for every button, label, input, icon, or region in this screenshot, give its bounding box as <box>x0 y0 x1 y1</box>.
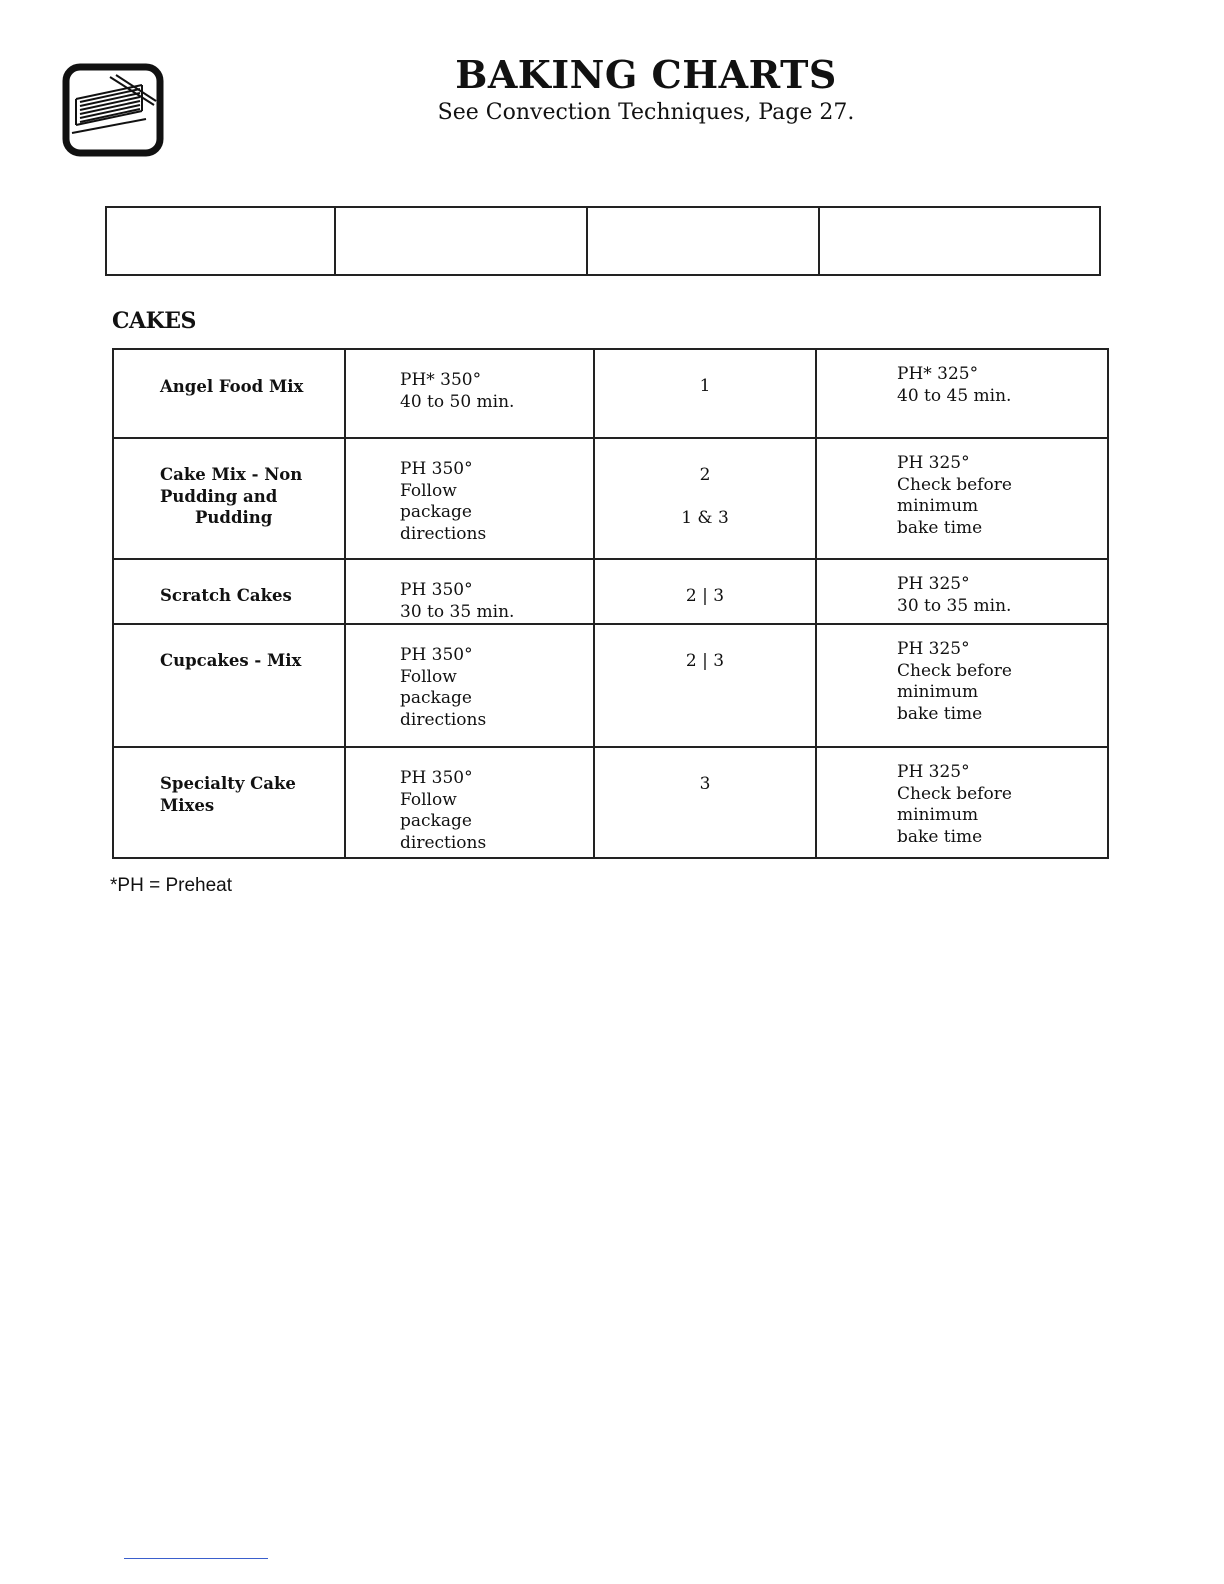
cell-text: PH 350° <box>400 459 473 479</box>
cell-text: Follow <box>400 480 457 501</box>
food-label: Cupcakes - Mix <box>160 651 302 670</box>
header-cell <box>820 208 1099 274</box>
table-row <box>113 438 1108 559</box>
food-cell <box>113 349 345 438</box>
rack-position-cell <box>594 349 816 438</box>
cell-text: 30 to 35 min. <box>400 601 515 622</box>
rack-position-cell <box>594 624 816 747</box>
cell-text: PH* 350° <box>400 370 482 390</box>
standard-bake-cell <box>345 438 594 559</box>
cell-text: minimum <box>897 496 979 516</box>
header-table <box>105 206 1101 276</box>
cell-text: PH 350° <box>400 768 473 788</box>
cell-text: PH 325° <box>897 574 970 594</box>
convection-bake-cell <box>816 559 1108 624</box>
food-cell <box>113 624 345 747</box>
cell-text: bake time <box>897 517 983 538</box>
cakes-table <box>112 348 1109 859</box>
section-title: CAKES <box>112 308 196 334</box>
table-row <box>113 349 1108 438</box>
cell-text: package <box>400 811 472 831</box>
cell-text: Check before <box>897 660 1012 681</box>
food-label: Specialty Cake <box>160 774 296 793</box>
food-label: Pudding <box>195 508 273 527</box>
divider <box>124 1558 268 1559</box>
cell-text: minimum <box>897 805 979 825</box>
cell-text: 40 to 45 min. <box>897 385 1012 406</box>
food-label: Scratch Cakes <box>160 586 292 605</box>
page-subtitle: See Convection Techniques, Page 27. <box>437 100 855 125</box>
cell-text: PH 350° <box>400 580 473 600</box>
cell-text: minimum <box>897 682 979 702</box>
table-row <box>113 559 1108 624</box>
cell-text: bake time <box>897 826 983 847</box>
cell-text: 2 | 3 <box>685 586 725 606</box>
cell-text: 30 to 35 min. <box>897 595 1012 616</box>
food-cell <box>113 438 345 559</box>
convection-bake-cell <box>816 438 1108 559</box>
header-cell <box>336 208 588 274</box>
food-label: Mixes <box>160 795 215 815</box>
table-row <box>113 624 1108 747</box>
cell-text: 3 <box>699 774 711 794</box>
rack-position-cell <box>594 559 816 624</box>
cell-text: 2 | 3 <box>685 651 725 671</box>
cell-text: PH 350° <box>400 645 473 665</box>
convection-bake-cell <box>816 624 1108 747</box>
rack-position-cell <box>594 438 816 559</box>
cell-text: package <box>400 688 472 708</box>
cell-text: PH 325° <box>897 762 970 782</box>
footnote: *PH = Preheat <box>110 875 232 896</box>
cell-text: Follow <box>400 666 457 687</box>
food-label: Cake Mix - Non <box>160 465 303 484</box>
header-cell <box>588 208 820 274</box>
cell-text: directions <box>400 832 487 853</box>
oven-rack-icon <box>62 63 164 157</box>
convection-bake-cell <box>816 747 1108 858</box>
standard-bake-cell <box>345 624 594 747</box>
cell-text: Check before <box>897 474 1012 495</box>
food-label: Angel Food Mix <box>160 377 304 396</box>
cell-text: 40 to 50 min. <box>400 391 515 412</box>
standard-bake-cell <box>345 747 594 858</box>
table-row <box>113 747 1108 858</box>
cell-text: directions <box>400 523 487 544</box>
cell-text: directions <box>400 709 487 730</box>
rack-position-cell <box>594 747 816 858</box>
header-cell <box>107 208 336 274</box>
cell-text: PH 325° <box>897 453 970 473</box>
cell-text: package <box>400 502 472 522</box>
cell-text: 1 & 3 <box>681 507 729 528</box>
cell-text: Follow <box>400 789 457 810</box>
cell-text: Check before <box>897 783 1012 804</box>
food-label: Pudding and <box>160 486 278 506</box>
convection-bake-cell <box>816 349 1108 438</box>
standard-bake-cell <box>345 349 594 438</box>
standard-bake-cell <box>345 559 594 624</box>
cell-text: PH* 325° <box>897 364 979 384</box>
cell-text: bake time <box>897 703 983 724</box>
cell-text: 1 <box>699 376 711 396</box>
page-title: BAKING CHARTS <box>455 52 837 97</box>
food-cell <box>113 747 345 858</box>
cell-text: PH 325° <box>897 639 970 659</box>
food-cell <box>113 559 345 624</box>
cell-text: 2 <box>699 465 711 485</box>
